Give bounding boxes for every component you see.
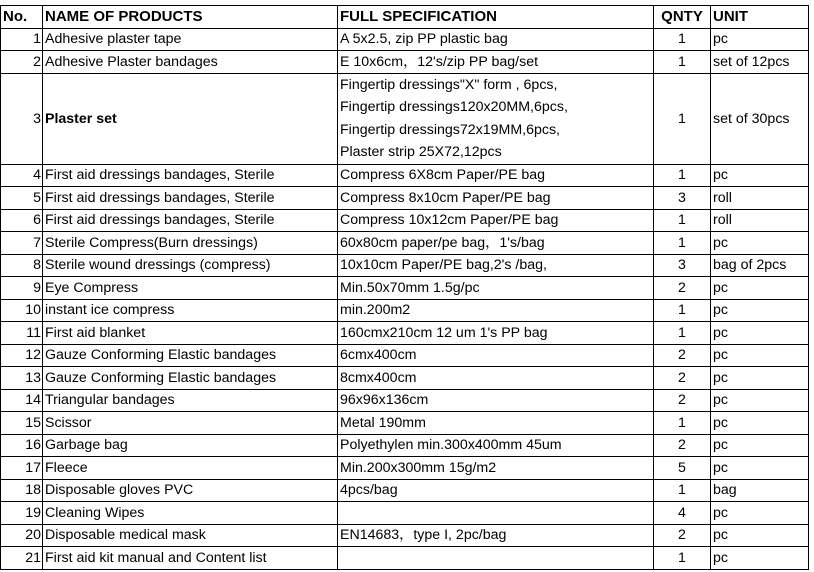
full-specification <box>338 524 654 547</box>
spec-line: Min.200x300mm 15g/m2 <box>340 459 497 476</box>
table-header <box>1 6 809 29</box>
product-name: Sterile Compress(Burn dressings) <box>43 232 338 255</box>
table-row <box>1 254 809 277</box>
spec-line: Compress 8x10cm Paper/PE bag <box>340 189 551 206</box>
row-number: 8 <box>1 254 43 277</box>
quantity: 2 <box>654 389 711 412</box>
table-row <box>1 28 809 51</box>
row-number: 6 <box>1 209 43 232</box>
quantity: 1 <box>654 28 711 51</box>
table-row <box>1 187 809 210</box>
unit: pc <box>711 434 809 457</box>
quantity: 1 <box>654 299 711 322</box>
spec-line: 4pcs/bag <box>340 482 398 499</box>
quantity: 2 <box>654 434 711 457</box>
full-specification <box>338 277 654 300</box>
table-row <box>1 367 809 390</box>
header-row <box>1 6 809 29</box>
spec-line: Fingertip dressings72x19MM,6pcs, <box>340 121 561 138</box>
product-name: Disposable gloves PVC <box>43 479 338 502</box>
quantity: 1 <box>654 209 711 232</box>
unit: roll <box>711 187 809 210</box>
spec-line: Compress 6X8cm Paper/PE bag <box>340 167 546 184</box>
row-number: 3 <box>1 73 43 164</box>
row-number: 1 <box>1 28 43 51</box>
table-row <box>1 389 809 412</box>
header-spec: FULL SPECIFICATION <box>338 6 654 29</box>
quantity: 2 <box>654 344 711 367</box>
full-specification <box>338 73 654 164</box>
product-name: First aid kit manual and Content list <box>43 547 338 570</box>
header-qty: QNTY <box>654 6 711 29</box>
product-name: Garbage bag <box>43 434 338 457</box>
unit: pc <box>711 322 809 345</box>
product-name: First aid dressings bandages, Sterile <box>43 164 338 187</box>
product-name: Triangular bandages <box>43 389 338 412</box>
spec-line: Compress 10x12cm Paper/PE bag <box>340 212 559 229</box>
full-specification <box>338 187 654 210</box>
full-specification <box>338 457 654 480</box>
quantity: 2 <box>654 277 711 300</box>
row-number: 20 <box>1 524 43 547</box>
product-name: First aid dressings bandages, Sterile <box>43 187 338 210</box>
table-body <box>1 28 809 569</box>
row-number: 17 <box>1 457 43 480</box>
product-name: Disposable medical mask <box>43 524 338 547</box>
quantity: 3 <box>654 254 711 277</box>
unit: set of 12pcs <box>711 51 809 74</box>
table-row <box>1 344 809 367</box>
product-name: instant ice compress <box>43 299 338 322</box>
product-name: Adhesive plaster tape <box>43 28 338 51</box>
full-specification <box>338 389 654 412</box>
row-number: 21 <box>1 547 43 570</box>
full-specification <box>338 479 654 502</box>
row-number: 12 <box>1 344 43 367</box>
full-specification <box>338 367 654 390</box>
unit: pc <box>711 28 809 51</box>
spec-line: 6cmx400cm <box>340 347 417 364</box>
quantity: 1 <box>654 164 711 187</box>
quantity: 5 <box>654 457 711 480</box>
quantity: 3 <box>654 187 711 210</box>
header-unit: UNIT <box>711 6 809 29</box>
spec-line: 60x80cm paper/pe bag，1's/bag <box>340 234 545 251</box>
unit: bag of 2pcs <box>711 254 809 277</box>
spec-line: 10x10cm Paper/PE bag,2's /bag, <box>340 257 547 274</box>
full-specification <box>338 547 654 570</box>
quantity: 1 <box>654 322 711 345</box>
row-number: 4 <box>1 164 43 187</box>
full-specification <box>338 232 654 255</box>
quantity: 1 <box>654 479 711 502</box>
product-name: Plaster set <box>43 73 338 164</box>
row-number: 13 <box>1 367 43 390</box>
full-specification <box>338 434 654 457</box>
unit: pc <box>711 277 809 300</box>
spec-line: EN14683，type I, 2pc/bag <box>340 527 507 544</box>
spec-line: Plaster strip 25X72,12pcs <box>340 144 502 160</box>
unit: pc <box>711 412 809 435</box>
table-row <box>1 502 809 525</box>
full-specification <box>338 28 654 51</box>
spec-line: Fingertip dressings120x20MM,6pcs, <box>340 99 568 115</box>
table-row <box>1 457 809 480</box>
full-specification <box>338 412 654 435</box>
unit: set of 30pcs <box>711 73 809 164</box>
header-name: NAME OF PRODUCTS <box>43 6 338 29</box>
unit: pc <box>711 232 809 255</box>
full-specification <box>338 164 654 187</box>
quantity: 1 <box>654 412 711 435</box>
product-name: First aid blanket <box>43 322 338 345</box>
product-name: Cleaning Wipes <box>43 502 338 525</box>
unit: pc <box>711 502 809 525</box>
quantity: 1 <box>654 547 711 570</box>
row-number: 18 <box>1 479 43 502</box>
table-row <box>1 209 809 232</box>
table-row <box>1 73 809 164</box>
table-row <box>1 524 809 547</box>
spec-line: 96x96x136cm <box>340 392 429 409</box>
table-row <box>1 412 809 435</box>
unit: pc <box>711 457 809 480</box>
header-no: No. <box>1 6 43 29</box>
products-table <box>0 5 809 570</box>
row-number: 7 <box>1 232 43 255</box>
full-specification <box>338 51 654 74</box>
row-number: 10 <box>1 299 43 322</box>
product-name: First aid dressings bandages, Sterile <box>43 209 338 232</box>
quantity: 2 <box>654 524 711 547</box>
unit: bag <box>711 479 809 502</box>
spec-line: A 5x2.5, zip PP plastic bag <box>340 31 508 48</box>
quantity: 1 <box>654 51 711 74</box>
table-row <box>1 547 809 570</box>
row-number: 11 <box>1 322 43 345</box>
table-row <box>1 164 809 187</box>
row-number: 19 <box>1 502 43 525</box>
product-name: Eye Compress <box>43 277 338 300</box>
full-specification <box>338 299 654 322</box>
unit: pc <box>711 547 809 570</box>
row-number: 2 <box>1 51 43 74</box>
row-number: 14 <box>1 389 43 412</box>
spec-line: 160cmx210cm 12 um 1's PP bag <box>340 324 548 341</box>
spec-line: Min.50x70mm 1.5g/pc <box>340 279 480 296</box>
product-name: Scissor <box>43 412 338 435</box>
row-number: 15 <box>1 412 43 435</box>
product-name: Fleece <box>43 457 338 480</box>
full-specification <box>338 254 654 277</box>
spec-line: min.200m2 <box>340 302 411 319</box>
unit: pc <box>711 524 809 547</box>
unit: pc <box>711 299 809 322</box>
table-row <box>1 232 809 255</box>
full-specification <box>338 344 654 367</box>
table-row <box>1 434 809 457</box>
product-name: Gauze Conforming Elastic bandages <box>43 344 338 367</box>
unit: pc <box>711 367 809 390</box>
quantity: 1 <box>654 73 711 164</box>
quantity: 2 <box>654 367 711 390</box>
table-row <box>1 479 809 502</box>
table-row <box>1 277 809 300</box>
full-specification <box>338 209 654 232</box>
spec-line: Polyethylen min.300x400mm 45um <box>340 437 562 454</box>
product-name: Adhesive Plaster bandages <box>43 51 338 74</box>
table-row <box>1 299 809 322</box>
quantity: 1 <box>654 232 711 255</box>
row-number: 16 <box>1 434 43 457</box>
spec-line: E 10x6cm，12's/zip PP bag/set <box>340 53 539 70</box>
full-specification <box>338 502 654 525</box>
row-number: 5 <box>1 187 43 210</box>
unit: roll <box>711 209 809 232</box>
product-name: Sterile wound dressings (compress) <box>43 254 338 277</box>
spec-line: Fingertip dressings"X" form , 6pcs, <box>340 76 558 93</box>
unit: pc <box>711 344 809 367</box>
table-row <box>1 51 809 74</box>
row-number: 9 <box>1 277 43 300</box>
product-name: Gauze Conforming Elastic bandages <box>43 367 338 390</box>
unit: pc <box>711 164 809 187</box>
unit: pc <box>711 389 809 412</box>
table-row <box>1 322 809 345</box>
spec-line: Metal 190mm <box>340 414 426 431</box>
spec-line: 8cmx400cm <box>340 369 417 386</box>
full-specification <box>338 322 654 345</box>
quantity: 4 <box>654 502 711 525</box>
